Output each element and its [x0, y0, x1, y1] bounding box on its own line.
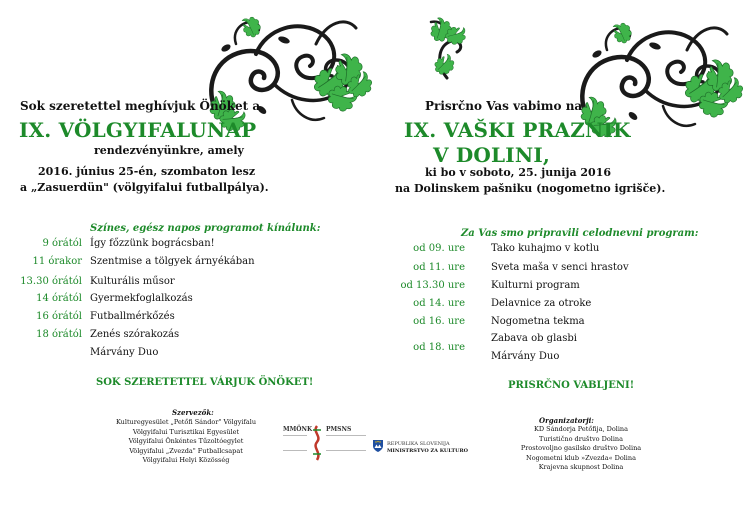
invite-line: Sok szeretettel meghívjuk Önöket a — [20, 99, 261, 113]
place-line: a „Zasuerdün" (völgyifalui futballpálya). — [20, 181, 269, 194]
ministry-of-culture-logo — [373, 440, 468, 460]
organizer-item: Nogometni klub »Zvezda« Dolina — [526, 453, 636, 462]
program-time: 18 órától — [36, 329, 82, 340]
ministry-line2: MINISTRSTVO ZA KULTURO — [387, 448, 468, 454]
event-title: IX. VÖLGYIFALUNAP — [19, 118, 257, 142]
program-event: Gyermekfoglalkozás — [90, 293, 193, 304]
organizer-item: Turistično društvo Dolina — [539, 434, 623, 443]
program-time: od 09. ure — [413, 243, 465, 254]
program-row — [375, 298, 750, 314]
program-row — [0, 293, 375, 309]
organizer-item: Krajevna skupnost Dolina — [538, 463, 624, 471]
program-row — [0, 329, 375, 345]
program-time: od 16. ure — [413, 316, 465, 327]
program-event: Futballmérkőzés — [90, 311, 175, 322]
program-extra: Márvány Duo — [491, 351, 560, 362]
organizers-heading: Organizatorji: — [539, 416, 594, 425]
program-event: Delavnice za otroke — [491, 298, 592, 309]
organizer-item: Prostovoljno gasilsko društvo Dolina — [520, 444, 642, 452]
oak-leaf-scroll-ornament-icon — [419, 10, 475, 80]
mmonk-logo-icon — [310, 424, 324, 462]
program-time: 9 órától — [42, 238, 82, 249]
program-time: od 18. ure — [413, 342, 465, 353]
program-time: 11 órakor — [32, 256, 82, 267]
program-row — [375, 280, 750, 296]
program-event: Sveta maša v senci hrastov — [491, 262, 629, 273]
event-title-line2: V DOLINI, — [433, 143, 551, 167]
organizer-item: Völgyifalui Helyi Közösség — [142, 456, 230, 464]
program-event: Tako kuhajmo v kotlu — [491, 243, 600, 254]
program-time: 14 órától — [36, 293, 82, 304]
organizer-item: Völgyifalui Turisztikai Egyesület — [132, 427, 240, 436]
welcome-line: SOK SZERETETTEL VÁRJUK ÖNÖKET! — [96, 377, 314, 388]
invite-line: Prisrčno Vas vabimo na — [425, 99, 583, 113]
mmonk-label: MMÖNK — [283, 426, 313, 433]
program-event: Kulturni program — [491, 280, 580, 291]
program-row — [375, 262, 750, 278]
organizer-item: KD Sándorja Petőfija, Dolina — [534, 425, 628, 433]
program-time: 16 órától — [36, 311, 82, 322]
program-event: Szentmise a tölgyek árnyékában — [90, 256, 255, 267]
organizers-list — [483, 425, 679, 473]
program-row — [0, 238, 375, 254]
program-event: Kulturális műsor — [90, 276, 175, 287]
program-event: Zabava ob glasbi — [491, 333, 577, 344]
program-row — [375, 243, 750, 259]
date-line: ki bo v soboto, 25. junija 2016 — [425, 166, 612, 179]
ministry-line1: REPUBLIKA SLOVENIJA — [387, 441, 450, 447]
program-heading: Za Vas smo pripravili celodnevni program: — [461, 228, 699, 239]
program-event: Nogometna tekma — [491, 316, 585, 327]
program-time: od 13.30 ure — [400, 280, 465, 291]
welcome-line: PRISRČNO VABLJENI! — [508, 380, 635, 391]
organizer-item: Völgyifalui „Zvezda" Futballcsapat — [129, 446, 243, 455]
slovenia-coat-of-arms-icon — [373, 440, 383, 452]
pmsns-label: PMSNS — [326, 426, 352, 433]
program-row — [375, 316, 750, 332]
program-time: od 11. ure — [413, 262, 465, 273]
organizer-item: Kulturegyesület „Petőfi Sándor" Völgyifalu — [115, 418, 257, 426]
organizers-heading: Szervezők: — [172, 408, 214, 417]
oak-leaf-scroll-ornament-icon — [196, 14, 372, 134]
date-line: 2016. június 25-én, szombaton lesz — [38, 165, 256, 178]
program-event: Zenés szórakozás — [90, 329, 180, 340]
program-row — [375, 333, 750, 358]
program-heading: Színes, egész napos programot kínálunk: — [90, 223, 321, 234]
event-title-line1: IX. VAŠKI PRAZNIK — [404, 118, 631, 142]
program-row — [0, 276, 375, 292]
program-row — [0, 256, 375, 272]
place-line: na Dolinskem pašniku (nogometno igrišče). — [395, 182, 666, 195]
program-time: 13.30 órától — [20, 276, 82, 287]
subtitle: rendezvényünkre, amely — [94, 144, 244, 157]
mmonk-pmsns-logo — [283, 426, 371, 466]
organizer-item: Völgyifalui Önkéntes Tűzoltóegylet — [128, 437, 244, 445]
program-event: Így főzzünk bográcsban! — [90, 238, 215, 249]
program-extra: Márvány Duo — [90, 347, 159, 358]
program-row — [0, 311, 375, 327]
program-time: od 14. ure — [413, 298, 465, 309]
